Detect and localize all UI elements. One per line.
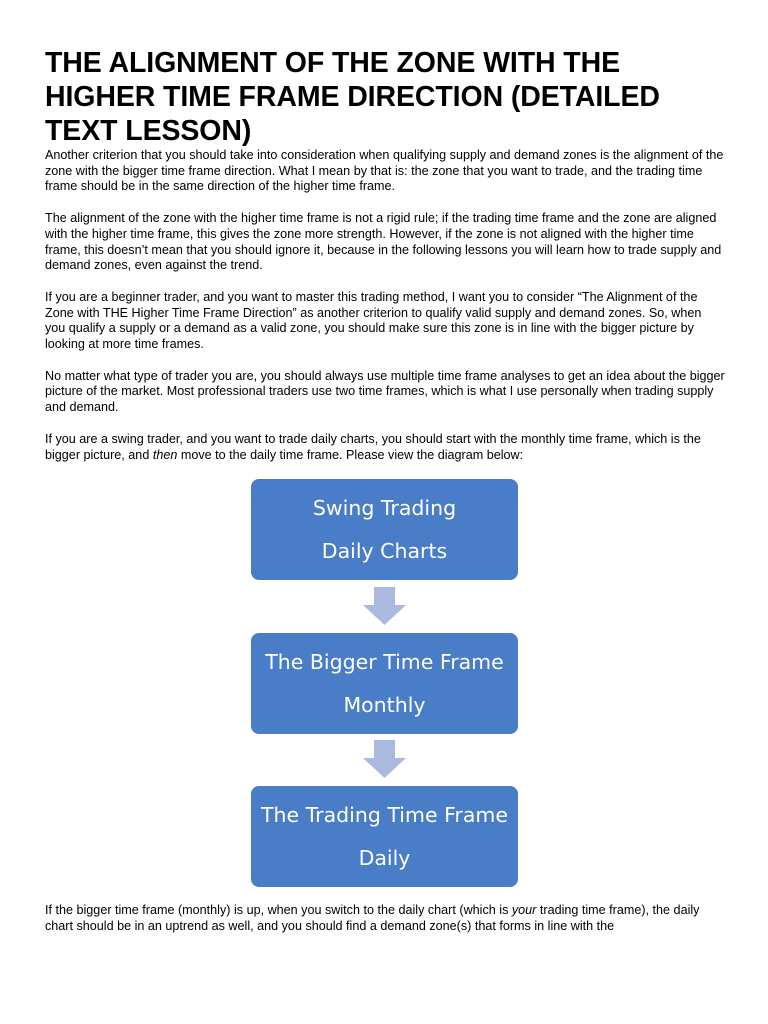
emphasis-then: then (152, 447, 178, 462)
swing-text-start: If you are a swing trader, and you want to trade daily charts, you should start with the monthly time frame, which is the bigger picture, and (45, 431, 701, 462)
box-line-2: Daily Charts (321, 538, 448, 563)
box-line-1: The Trading Time Frame (261, 802, 508, 827)
final-text-end: trading time frame), the daily chart should be in an uptrend as well, and you should find a demand zone(s) that forms in line with the (45, 903, 700, 933)
box-line-1: Swing Trading (312, 495, 457, 520)
paragraph-not-rigid-rule: The alignment of the zone with the higher time frame is not a rigid rule; if the trading time frame and the zone are aligned with the higher time frame, this gives the zone more strength. However, if the zone is not aligned with the higher time frame, this doesn’t mean that you should ignore it, because in the following lessons you will learn how to trade supply and demand zones, even against the trend. (45, 211, 722, 273)
down-arrow-icon (363, 740, 406, 778)
emphasis-your: your (511, 903, 537, 918)
diagram-box-trading-time-frame (251, 786, 518, 887)
box-line-2: Daily (358, 845, 411, 870)
paragraph-swing-trader (45, 432, 725, 463)
swing-text-end: move to the daily time frame. Please view the diagram below: (177, 447, 524, 462)
diagram-box-swing-trading (251, 479, 518, 580)
diagram-box-bigger-time-frame (251, 633, 518, 734)
final-text-start: If the bigger time frame (monthly) is up, when you switch to the daily chart (which is (45, 903, 512, 918)
paragraph-bigger-time-frame-up (45, 903, 725, 934)
paragraph-beginner-trader: If you are a beginner trader, and you want to master this trading method, I want you to consider “The Alignment of the Zone with THE Higher Time Frame Direction” as another criterion to qualify valid supply and demand zones. So, when you qualify a supply or a demand as a valid zone, you should make sure this zone is in line with the bigger picture by looking at more time frames. (45, 289, 702, 352)
down-arrow-icon (363, 587, 406, 625)
page-title: THE ALIGNMENT OF THE ZONE WITH THE HIGHER TIME FRAME DIRECTION (DETAILED TEXT LESSON) (45, 47, 660, 147)
time-frame-flow-diagram (45, 479, 725, 891)
box-line-1: The Bigger Time Frame (265, 649, 504, 674)
paragraph-multiple-time-frames: No matter what type of trader you are, you should always use multiple time frame analyses to get an idea about the bigger picture of the market. Most professional traders use two time frames, which is what I use personally when trading supply and demand. (45, 368, 725, 415)
box-line-2: Monthly (343, 692, 426, 717)
paragraph-criterion: Another criterion that you should take into consideration when qualifying supply and demand zones is the alignment of the zone with the bigger time frame direction. What I mean by that is: the zone that you want to trade, and the trading time frame should be in the same direction of the higher time frame. (45, 148, 724, 194)
lesson-page (45, 46, 725, 951)
